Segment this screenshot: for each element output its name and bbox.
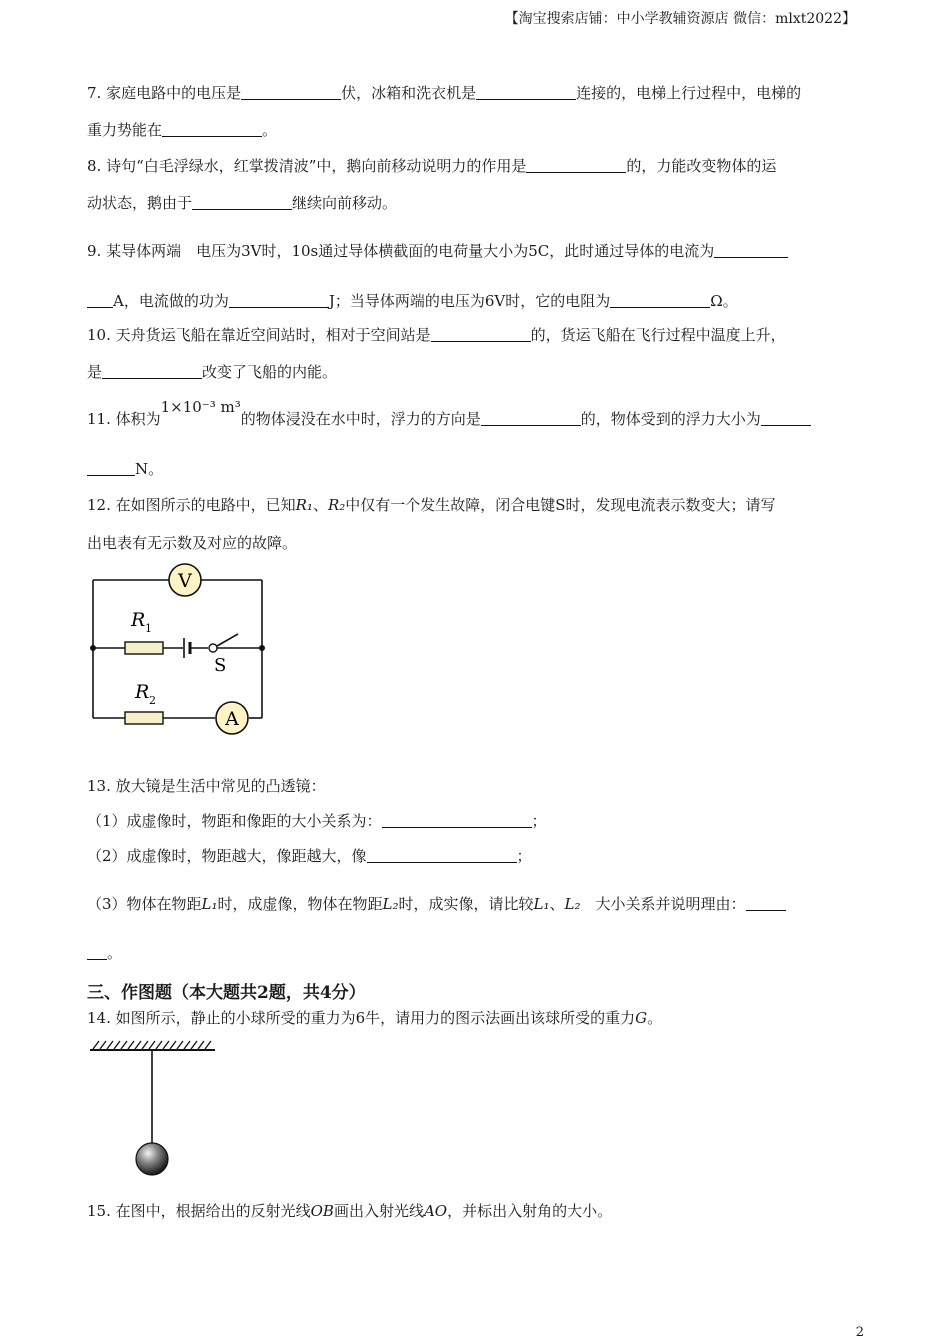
ball bbox=[136, 1143, 168, 1175]
answer-blank[interactable] bbox=[87, 944, 107, 960]
r1-subscript: 1 bbox=[145, 622, 152, 635]
answer-blank[interactable] bbox=[162, 121, 262, 137]
answer-blank[interactable] bbox=[746, 895, 786, 911]
ammeter-label: A bbox=[225, 708, 239, 730]
r1-label: R bbox=[131, 609, 146, 631]
answer-blank[interactable] bbox=[87, 460, 135, 476]
question-13-part-2: （2）成虚像时，物距越大，像距越大，像 ； bbox=[87, 847, 532, 865]
circuit-diagram bbox=[85, 560, 275, 740]
r2-label: R bbox=[135, 681, 150, 703]
question-13-title: 13. 放大镜是生活中常见的凸透镜： bbox=[87, 777, 326, 795]
question-10-line-1: 10. 天舟货运飞船在靠近空间站时，相对于空间站是 的，货运飞船在飞行过程中温度上升， bbox=[87, 326, 786, 344]
question-12-line-2: 出电表有无示数及对应的故障。 bbox=[87, 534, 298, 552]
resistor-r1 bbox=[125, 642, 163, 654]
answer-blank[interactable] bbox=[87, 292, 113, 308]
answer-blank[interactable] bbox=[761, 410, 811, 426]
question-11-line-1: 11. 体积为1×10⁻³ m³的物体浸没在水中时，浮力的方向是 的，物体受到的浮力大小为 bbox=[87, 408, 811, 429]
answer-blank[interactable] bbox=[192, 194, 292, 210]
question-9-line-1: 9. 某导体两端 电压为3V时，10s通过导体横截面的电荷量大小为5C，此时通过导体的电流为 bbox=[87, 240, 788, 261]
question-10-line-2: 是 改变了飞船的内能。 bbox=[87, 363, 338, 381]
question-8-line-2: 动状态，鹅由于 继续向前移动。 bbox=[87, 194, 398, 212]
question-7-line-1: 7. 家庭电路中的电压是 伏，冰箱和洗衣机是 连接的，电梯上行过程中，电梯的 bbox=[87, 84, 802, 102]
hanging-ball-figure bbox=[85, 1036, 225, 1181]
answer-blank[interactable] bbox=[367, 847, 517, 863]
question-8-line-1: 8. 诗句“白毛浮绿水，红掌拨清波”中，鹅向前移动说明力的作用是 的，力能改变物体的运 bbox=[87, 157, 777, 175]
switch-label: S bbox=[214, 655, 227, 676]
resistor-r2 bbox=[125, 712, 163, 724]
switch-pivot bbox=[209, 644, 217, 652]
page-number: 2 bbox=[855, 1325, 864, 1340]
question-14: 14. 如图所示，静止的小球所受的重力为6牛，请用力的图示法画出该球所受的重力G。 bbox=[87, 1009, 663, 1027]
answer-blank[interactable] bbox=[610, 292, 710, 308]
answer-blank[interactable] bbox=[102, 363, 202, 379]
junction-dot-left bbox=[90, 645, 96, 651]
answer-blank[interactable] bbox=[714, 242, 788, 258]
voltmeter-label: V bbox=[178, 570, 192, 592]
answer-blank[interactable] bbox=[241, 84, 341, 100]
answer-blank[interactable] bbox=[526, 157, 626, 173]
question-9-line-2: A，电流做的功为 J；当导体两端的电压为6V时，它的电阻为 Ω。 bbox=[87, 290, 738, 311]
answer-blank[interactable] bbox=[431, 326, 531, 342]
answer-blank[interactable] bbox=[481, 410, 581, 426]
question-13-part-3: （3）物体在物距L₁时，成虚像，物体在物距L₂时，成实像，请比较L₁、L₂ 大小关系并说明理由： bbox=[87, 893, 786, 914]
r2-subscript: 2 bbox=[149, 694, 156, 707]
ceiling-hatching bbox=[93, 1041, 211, 1049]
answer-blank[interactable] bbox=[382, 812, 532, 828]
page-header: 【淘宝搜索店铺：中小学教辅资源店 微信：mlxt2022】 bbox=[504, 11, 856, 27]
section-title: 三、作图题（本大题共2题，共4分） bbox=[87, 983, 366, 1003]
question-11-line-2: N。 bbox=[87, 458, 163, 479]
junction-dot-right bbox=[259, 645, 265, 651]
question-13-part-3-cont: 。 bbox=[87, 942, 122, 963]
question-7-line-2: 重力势能在 。 bbox=[87, 121, 278, 139]
question-12-line-1: 12. 在如图所示的电路中，已知R₁、R₂中仅有一个发生故障，闭合电键S时，发现电流表示数变大；请写 bbox=[87, 496, 776, 514]
question-13-part-1: （1）成虚像时，物距和像距的大小关系为： ； bbox=[87, 812, 547, 830]
answer-blank[interactable] bbox=[229, 292, 329, 308]
volume-formula: 1×10⁻³ m³ bbox=[160, 398, 241, 416]
answer-blank[interactable] bbox=[476, 84, 576, 100]
question-15: 15. 在图中，根据给出的反射光线OB画出入射光线AO，并标出入射角的大小。 bbox=[87, 1202, 613, 1220]
